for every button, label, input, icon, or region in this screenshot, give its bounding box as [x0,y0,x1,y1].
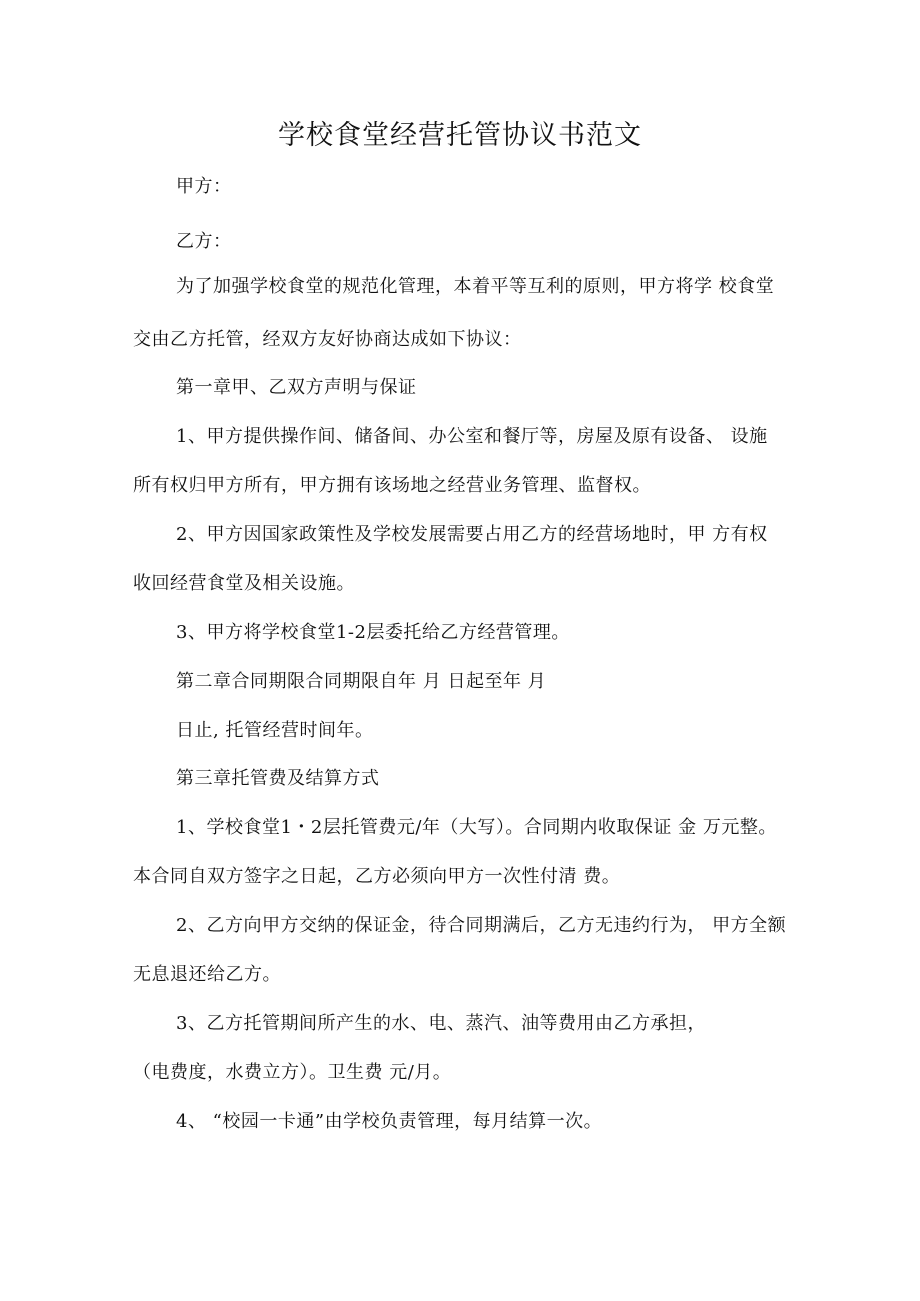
clause-1-1-line-2: 所有权归甲方所有，甲方拥有该场地之经营业务管理、监督权。 [133,475,651,496]
clause-3-2-line-1: 2、乙方向甲方交纳的保证金，待合同期满后，乙方无违约行为， 甲方全额 [176,915,787,936]
chapter-2-line-1: 第二章合同期限合同期限自年 月 日起至年 月 [176,671,547,692]
clause-3-4: 4、 “校园一卡通”由学校负责管理，每月结算一次。 [176,1111,603,1132]
chapter-1-heading: 第一章甲、乙双方声明与保证 [176,377,417,398]
clause-3-1-line-2: 本合同自双方签字之日起，乙方必须向甲方一次性付清 费。 [133,866,621,887]
clause-3-3-line-2: （电费度，水费立方）。卫生费 元/月。 [133,1062,452,1083]
clause-1-1-line-1: 1、甲方提供操作间、储备间、办公室和餐厅等，房屋及原有设备、 设施 [176,426,768,447]
preamble-line-1: 为了加强学校食堂的规范化管理，本着平等互利的原则，甲方将学 校食堂 [176,276,775,297]
clause-1-3: 3、甲方将学校食堂1-2层委托给乙方经营管理。 [176,622,570,643]
clause-3-1-line-1: 1、学校食堂1・2层托管费元/年（大写）。合同期内收取保证 金 万元整。 [176,817,777,838]
clause-1-2-line-1: 2、甲方因国家政策性及学校发展需要占用乙方的经营场地时，甲 方有权 [176,524,768,545]
chapter-3-heading: 第三章托管费及结算方式 [176,768,380,789]
clause-3-3-line-1: 3、乙方托管期间所产生的水、电、蒸汽、油等费用由乙方承担， [176,1013,706,1034]
clause-1-2-line-2: 收回经营食堂及相关设施。 [133,573,355,594]
preamble-line-2: 交由乙方托管，经双方友好协商达成如下协议： [133,329,522,350]
chapter-2-line-2: 日止, 托管经营时间年。 [176,720,374,741]
party-b-line: 乙方： [176,231,232,252]
clause-3-2-line-2: 无息退还给乙方。 [133,964,281,985]
party-a-line: 甲方： [176,176,232,197]
document-title: 学校食堂经营托管协议书范文 [278,120,642,151]
